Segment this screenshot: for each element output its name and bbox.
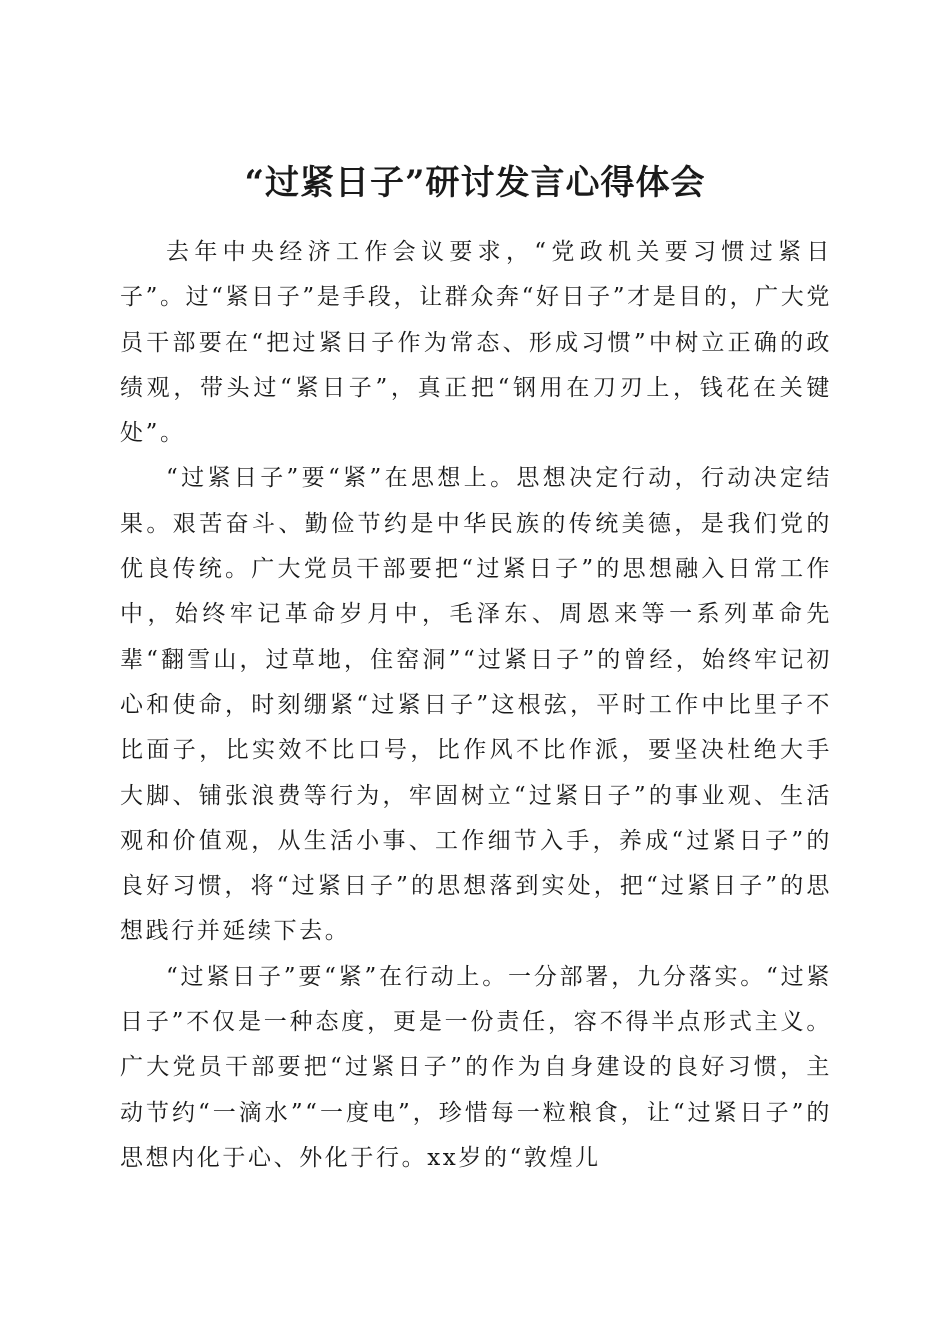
paragraph-2: “过紧日子”要“紧”在思想上。思想决定行动，行动决定结果。艰苦奋斗、勤俭节约是中华民族的传统美德，是我们党的优良传统。广大党员干部要把“过紧日子”的思想融入日常工作中，始终牢记革命岁月中，毛泽东、周恩来等一系列革命先辈“翻雪山，过草地，住窑洞”“过紧日子”的曾经，始终牢记初心和使命，时刻绷紧“过紧日子”这根弦，平时工作中比里子不比面子，比实效不比口号，比作风不比作派，要坚决杜绝大手大脚、铺张浪费等行为，牢固树立“过紧日子”的事业观、生活观和价值观，从生活小事、工作细节入手，养成“过紧日子”的良好习惯，将“过紧日子”的思想落到实处，把“过紧日子”的思想践行并延续下去。: [120, 465, 832, 945]
document-body: [120, 230, 832, 1181]
paragraph-1: 去年中央经济工作会议要求，“党政机关要习惯过紧日子”。过“紧日子”是手段，让群众奔“好日子”才是目的，广大党员干部要在“把过紧日子作为常态、形成习惯”中树立正确的政绩观，带头过“紧日子”，真正把“钢用在刀刃上，钱花在关键处”。: [120, 239, 832, 447]
paragraph-3: “过紧日子”要“紧”在行动上。一分部署，九分落实。“过紧日子”不仅是一种态度，更是一份责任，容不得半点形式主义。广大党员干部要把“过紧日子”的作为自身建设的良好习惯，主动节约“一滴水”“一度电”，珍惜每一粒粮食，让“过紧日子”的思想内化于心、外化于行。xx岁的“敦煌儿: [120, 963, 832, 1171]
document-title: “过紧日子”研讨发言心得体会: [244, 162, 706, 203]
